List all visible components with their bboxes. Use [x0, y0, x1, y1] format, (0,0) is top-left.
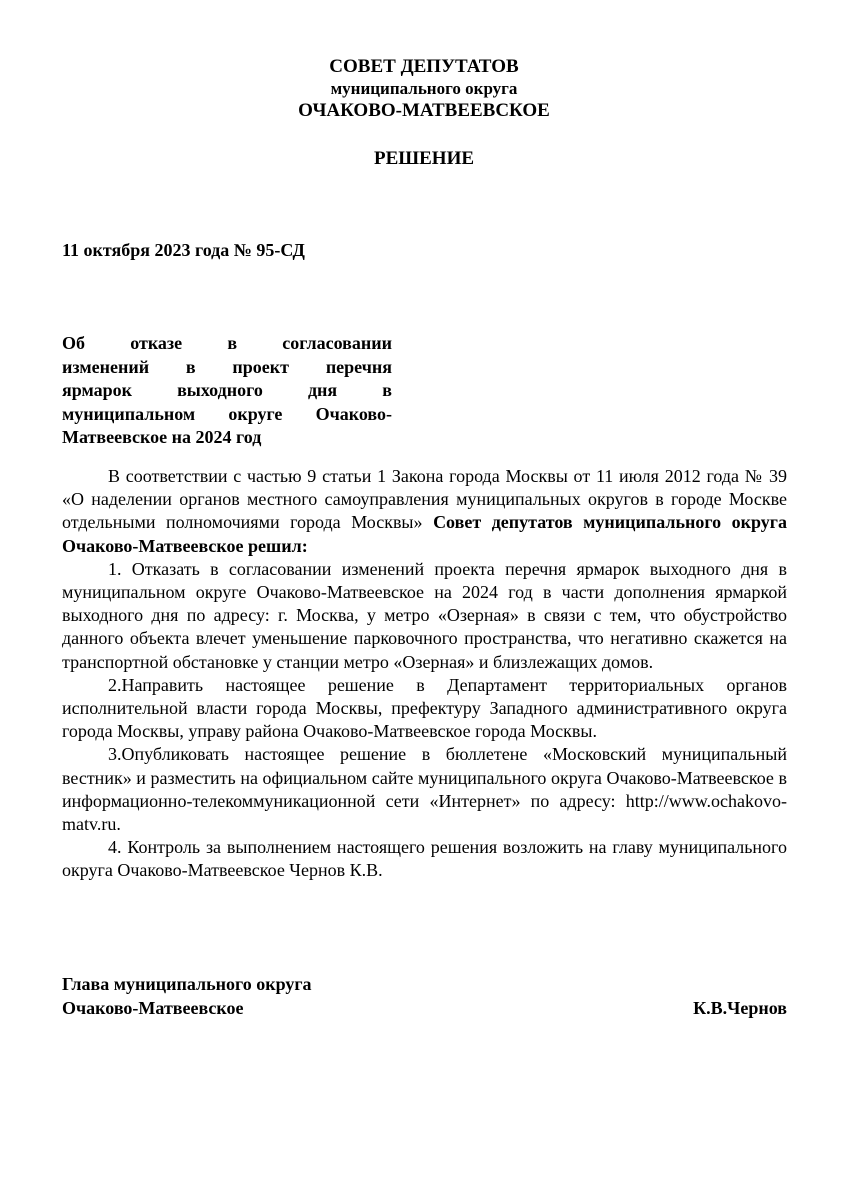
- subject-block: [62, 332, 392, 450]
- preamble-text: В соответствии с частью 9 статьи 1 Закона города Москвы от 11 июля 2012 года № 39 «О наделении органов местного самоуправления муниципальных округов в городе Москве отдельными полномочиями города Москвы»: [62, 466, 787, 533]
- district-name: ОЧАКОВО-МАТВЕЕВСКОЕ: [298, 100, 550, 121]
- decision-item: 3.Опубликовать настоящее решение в бюллетене «Московский муниципальный вестник» и разместить на официальном сайте муниципального округа Очаково-Матвеевское в информационно-телекоммуникационной сети «Интернет» по адресу: http://www.ochakovo-matv.ru.: [62, 744, 787, 835]
- subject-line: муниципальном округе Очаково-: [62, 403, 392, 424]
- signature-title-line1: Глава муниципального округа: [62, 974, 312, 994]
- signature-block: [62, 973, 787, 1020]
- decision-item: 2.Направить настоящее решение в Департамент территориальных органов исполнительной власти города Москвы, префектуру Западного административного округа города Москвы, управу района Очаково-Матвеевское города Москвы.: [62, 674, 787, 742]
- subject-line: ярмарок выходного дня в: [62, 380, 392, 400]
- preamble-paragraph: [62, 465, 787, 558]
- signature-title-line2: Очаково-Матвеевское: [62, 997, 244, 1018]
- document-header: [0, 55, 848, 122]
- signatory-name: К.В.Чернов: [693, 997, 787, 1018]
- document-type: РЕШЕНИЕ: [373, 148, 475, 169]
- decision-item: 1. Отказать в согласовании изменений проекта перечня ярмарок выходного дня в муниципальном округе Очаково-Матвеевское на 2024 год в части дополнения ярмаркой выходного дня по адресу: г. Москва, у метро «Озерная» в связи с тем, что обустройство данного объекта влечет уменьшение парковочного пространства, что негативно скажется на транспортной обстановке у станции метро «Озерная» и близлежащих домов.: [62, 558, 787, 672]
- subject-line: изменений в проект перечня: [62, 356, 392, 377]
- decision-item: 4. Контроль за выполнением настоящего решения возложить на главу муниципального округа Очаково-Матвеевское Чернов К.В.: [62, 837, 787, 881]
- organization-name: СОВЕТ ДЕПУТАТОВ: [329, 56, 519, 77]
- document-body: [62, 465, 787, 883]
- subject-line: Об отказе в согласовании: [62, 333, 392, 353]
- preamble-bold-text: Совет депутатов муниципального округа Очаково-Матвеевское решил:: [62, 512, 787, 556]
- organization-sub: муниципального округа: [330, 79, 518, 98]
- date-line: 11 октября 2023 года № 95-СД: [62, 240, 305, 260]
- subject-line: Матвеевское на 2024 год: [62, 427, 262, 447]
